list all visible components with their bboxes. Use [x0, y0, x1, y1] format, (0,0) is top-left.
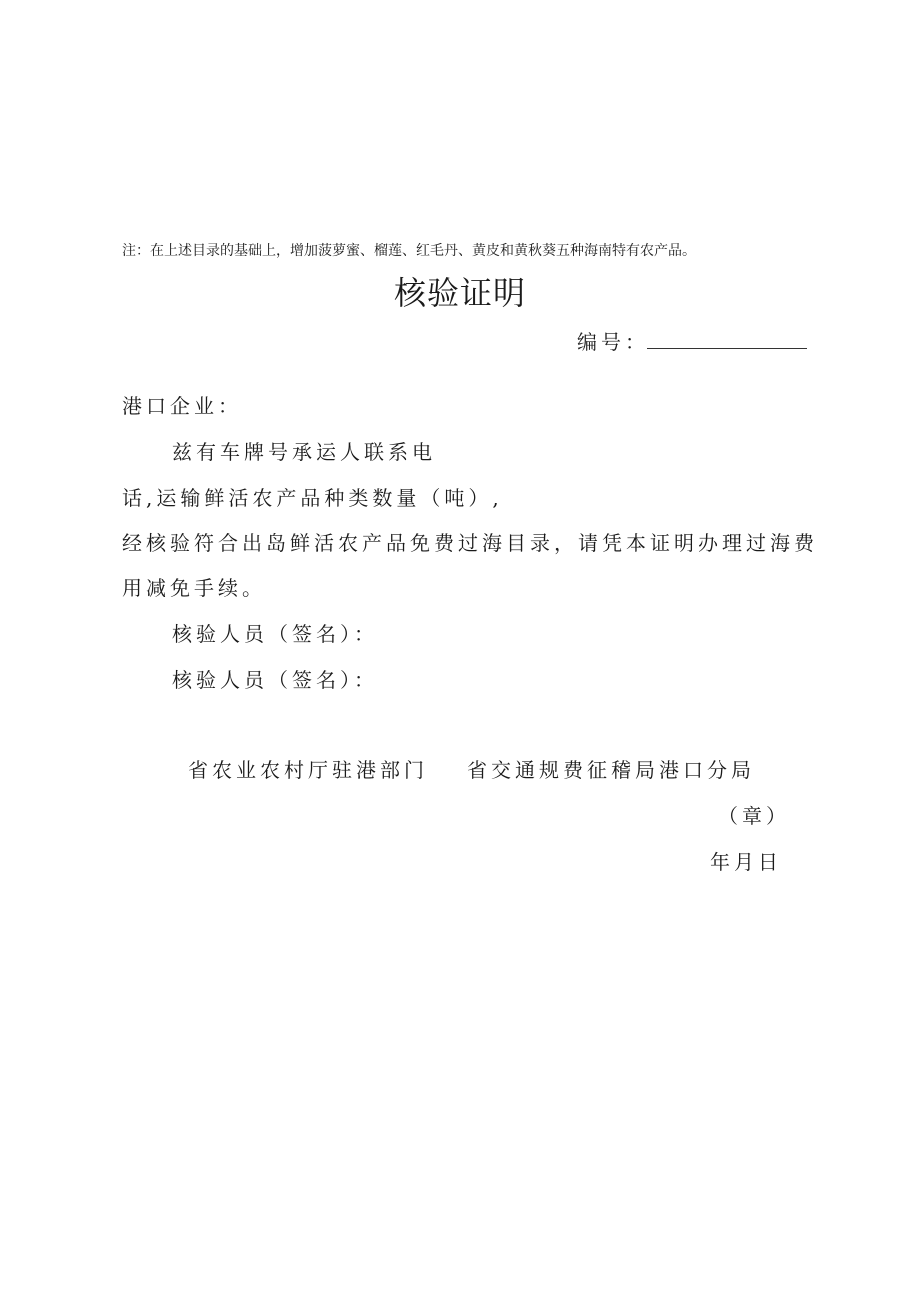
body-line-verify: 经核验符合出岛鲜活农产品免费过海目录，请凭本证明办理过海费 — [122, 531, 818, 555]
body-line-plate: 兹有车牌号承运人联系电 — [172, 440, 436, 464]
inspector-signature-1: 核验人员（签名）： — [172, 622, 378, 646]
body-line-goods: 话,运输鲜活农产品种类数量（吨）, — [122, 486, 503, 510]
dept-transport: 省交通规费征稽局港口分局 — [467, 758, 755, 782]
addressee: 港口企业： — [122, 394, 242, 418]
inspector-signature-2: 核验人员（签名）： — [172, 668, 378, 692]
body-line-procedure: 用减免手续。 — [122, 576, 266, 600]
dept-agriculture: 省农业农村厅驻港部门 — [188, 758, 428, 782]
serial-number-blank — [647, 348, 807, 349]
catalog-note: 注：在上述目录的基础上，增加菠萝蜜、榴莲、红毛丹、黄皮和黄秋葵五种海南特有农产品。 — [122, 243, 696, 259]
seal-mark: （章） — [718, 804, 790, 828]
date-line: 年月日 — [710, 850, 782, 874]
serial-number-label: 编号： — [577, 330, 649, 354]
document-title: 核验证明 — [393, 274, 526, 312]
